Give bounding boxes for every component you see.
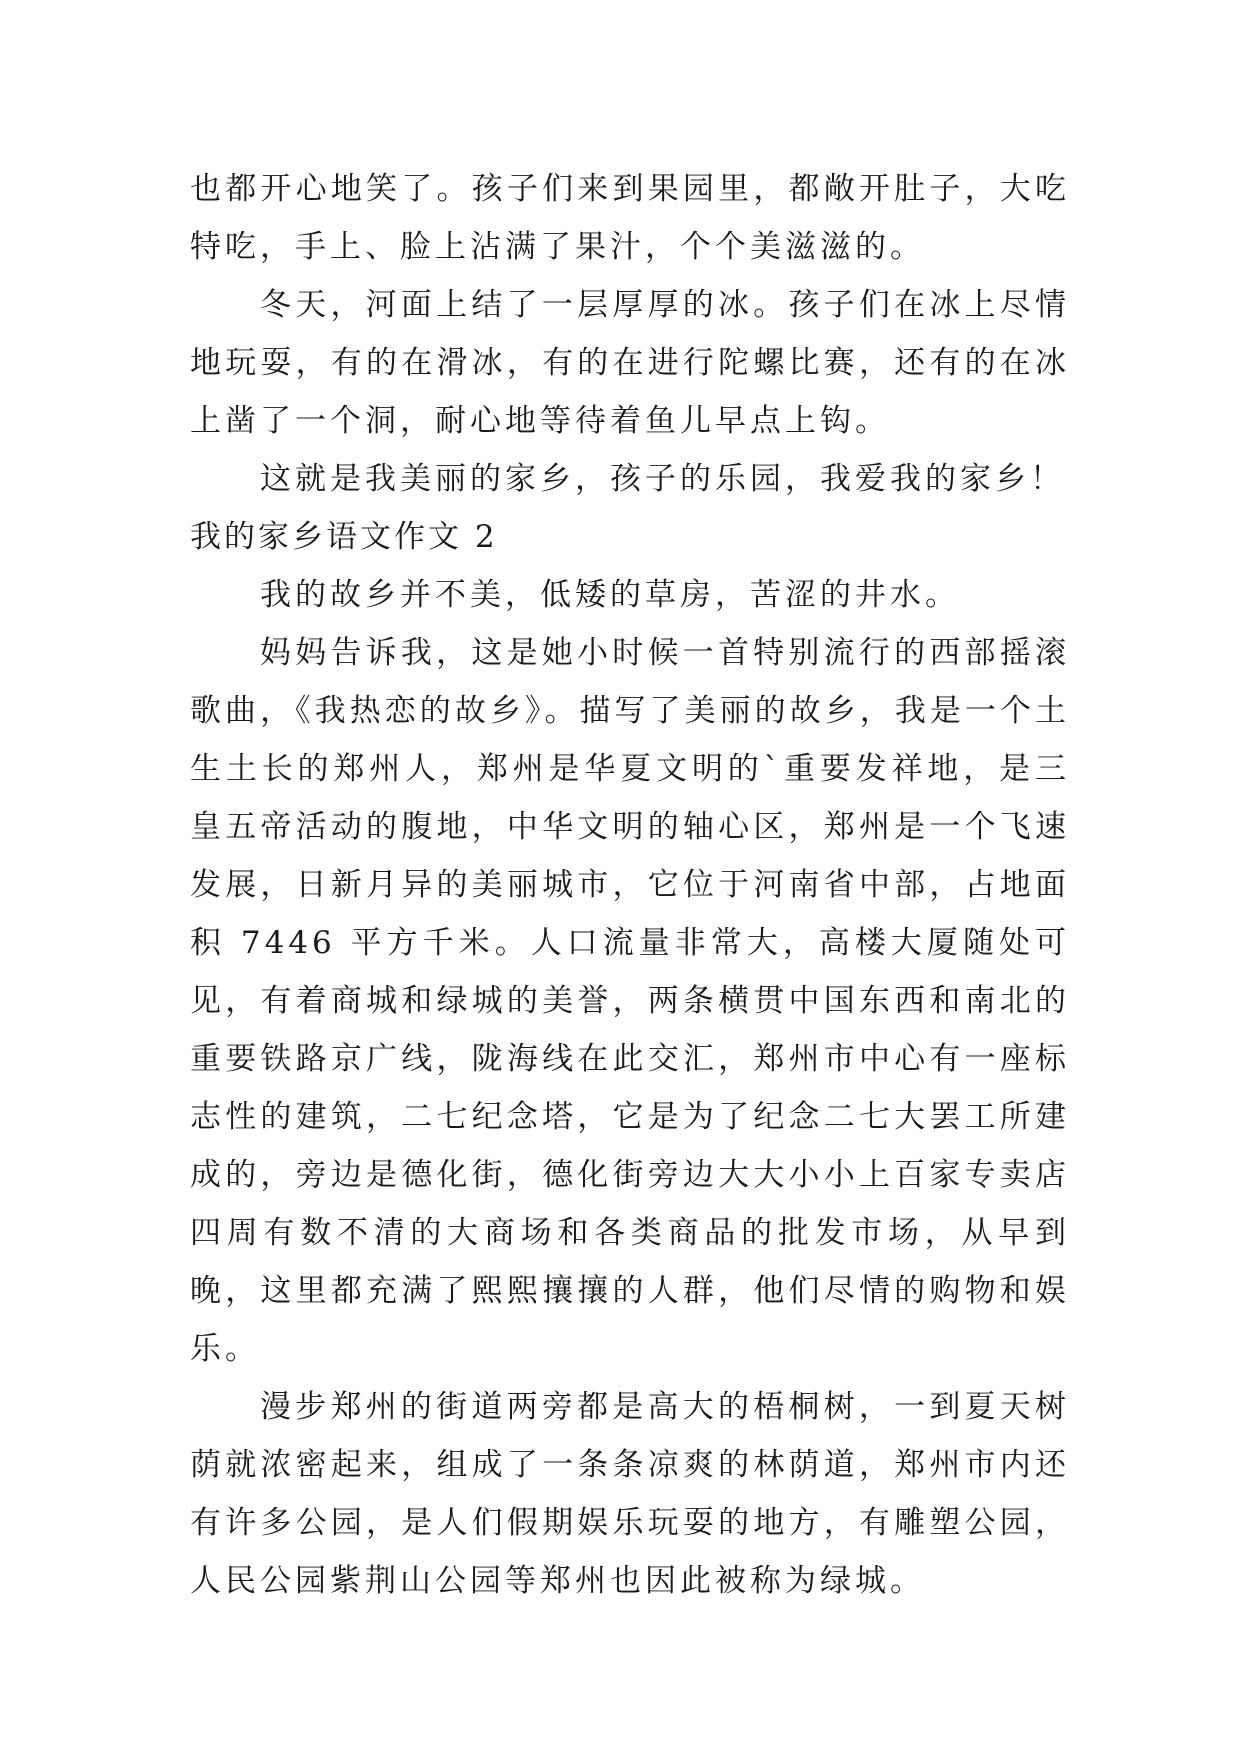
paragraph-intro: 我的故乡并不美，低矮的草房，苦涩的井水。 — [260, 577, 960, 613]
document-body — [190, 160, 1070, 1610]
paragraph-streets: 漫步郑州的街道两旁都是高大的梧桐树，一到夏天树荫就浓密起来，组成了一条条凉爽的林荫道，郑州市内还有许多公园，是人们假期娱乐玩耍的地方，有雕塑公园，人民公园紫荆山公园等郑州也因此被称为绿城。 — [190, 1389, 1070, 1599]
paragraph-zhengzhou: 妈妈告诉我，这是她小时候一首特别流行的西部摇滚歌曲，《我热恋的故乡》。描写了美丽的故乡，我是一个土生土长的郑州人，郑州是华夏文明的`重要发祥地，是三皇五帝活动的腹地，中华文明的轴心区，郑州是一个飞速发展，日新月异的美丽城市，它位于河南省中部，占地面积 7446 平方千米。人口流量非常大，高楼大厦随处可见，有着商城和绿城的美誉，两条横贯中国东西和南北的重要铁路京广线，陇海线在此交汇，郑州市中心有一座标志性的建筑，二七纪念塔，它是为了纪念二七大罢工所建成的，旁边是德化街，德化街旁边大大小小上百家专卖店四周有数不清的大商场和各类商品的批发市场，从早到晚，这里都充满了熙熙攘攘的人群，他们尽情的购物和娱乐。 — [190, 635, 1070, 1367]
paragraph-winter: 冬天，河面上结了一层厚厚的冰。孩子们在冰上尽情地玩耍，有的在滑冰，有的在进行陀螺比赛，还有的在冰上凿了一个洞，耐心地等待着鱼儿早点上钩。 — [190, 287, 1070, 439]
essay-heading: 我的家乡语文作文 2 — [190, 519, 498, 555]
paragraph-continuation: 也都开心地笑了。孩子们来到果园里，都敞开肚子，大吃特吃，手上、脸上沾满了果汁，个个美滋滋的。 — [190, 171, 1070, 265]
paragraph-closing: 这就是我美丽的家乡，孩子的乐园，我爱我的家乡！ — [260, 461, 1065, 497]
